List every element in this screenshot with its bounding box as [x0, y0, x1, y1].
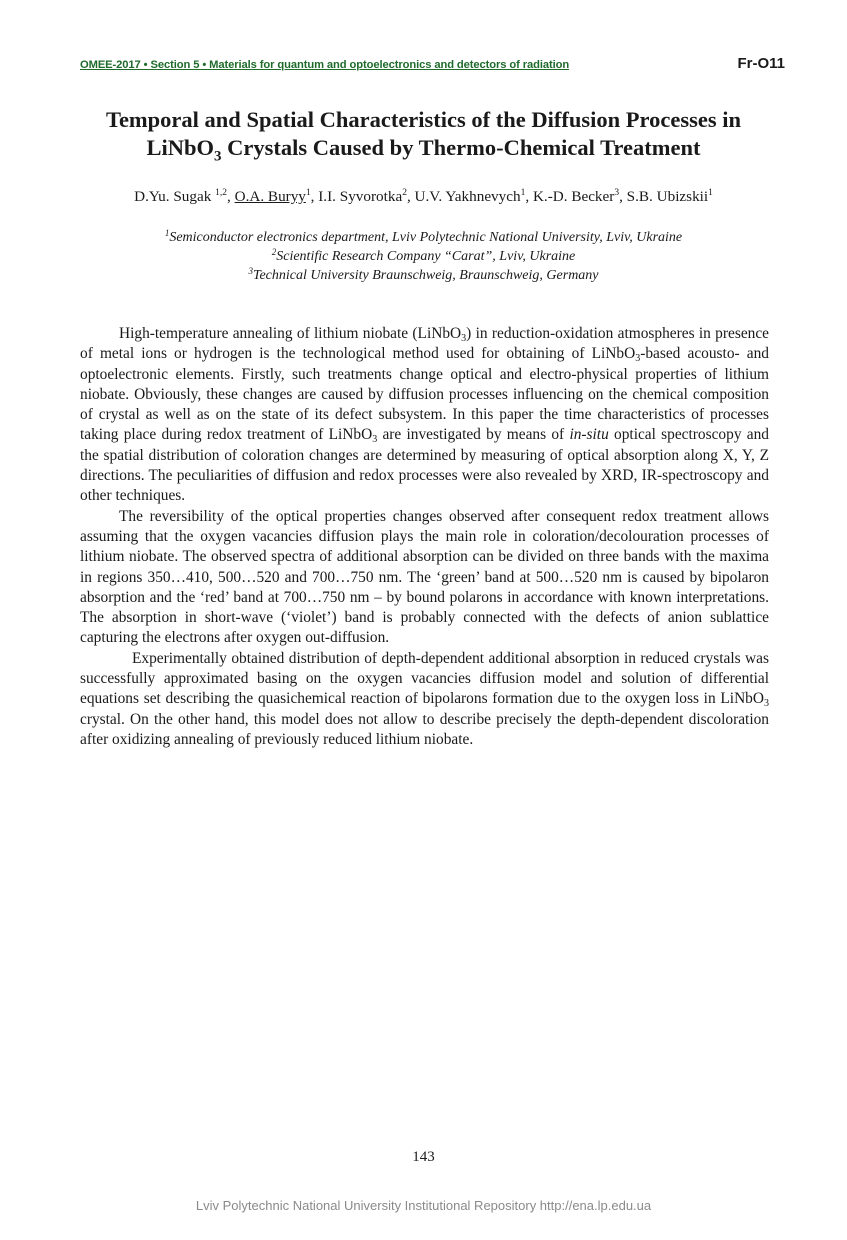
author: I.I. Syvorotka — [318, 188, 403, 205]
paragraph-2: The reversibility of the optical properties changes observed after consequent redox treatment allows assuming that the oxygen vacancies diffusion plays the main role in coloration/decolouration processes of lithium niobate. The observed spectra of additional absorption can be divided on three bands with the maxima in regions 350…410, 500…520 and 700…750 nm. The ‘green’ band at 500…520 nm is caused by bipolaron absorption and the ‘red’ band at 700…750 nm – by bound polarons in accordance with known interpretations. The absorption in short-wave (‘violet’) band is probably connected with the defects of anion sublattice capturing the electrons after oxygen out-diffusion. — [80, 507, 769, 647]
conference-section-label: OMEE-2017 • Section 5 • Materials for quantum and optoelectronics and detectors of radiation — [80, 59, 570, 71]
paragraph-3: Experimentally obtained distribution of depth-dependent additional absorption in reduced crystals was successfully approximated basing on the oxygen vacancies diffusion model and solution of differential equations set describing the quasichemical reaction of bipolarons formation due to the oxygen loss in LiNbO$_3$ crystal. On the other hand, this model does not allow to describe precisely the depth-dependent discoloration after oxidizing annealing of previously reduced lithium niobate. — [80, 649, 769, 748]
abstract-body — [80, 324, 769, 750]
running-header — [80, 55, 785, 78]
title-line-2: LiNbO$_3$ Crystals Caused by Thermo-Chemical Treatment — [146, 135, 701, 165]
author-list: D.Yu. Sugak $^{1,2}$, O.A. Buryy$^1$, I.I. Syvorotka$^2$, U.V. Yakhnevych$^1$, K.-D. Becker$^3$, S.B. Ubizskii$^1$ — [134, 188, 713, 205]
page-number: 143 — [412, 1149, 435, 1165]
title-line-1: Temporal and Spatial Characteristics of the Diffusion Processes in — [106, 107, 741, 132]
paper-code: Fr-O11 — [737, 55, 785, 72]
author: S.B. Ubizskii — [626, 188, 709, 205]
affiliation: $^3$Technical University Braunschweig, Braunschweig, Germany — [248, 266, 599, 283]
author: U.V. Yakhnevych — [414, 188, 521, 205]
author: K.-D. Becker — [532, 188, 615, 205]
affiliation: $^1$Semiconductor electronics department, Lviv Polytechnic National University, Lviv, Ukraine — [164, 228, 683, 245]
paragraph-1: High-temperature annealing of lithium niobate (LiNbO$_3$) in reduction-oxidation atmospheres in presence of metal ions or hydrogen is the technological method used for obtaining of LiNbO$_3$-based acousto- and optoelectronic elements. Firstly, such treatments change optical and electro-physical properties of lithium niobate. Obviously, these changes are caused by diffusion processes influencing on the chemical composition of crystal as well as on the state of its defect subsystem. In this paper the time characteristics of processes taking place during redox treatment of LiNbO$_3$ are investigated by means of in-situ optical spectroscopy and the spatial distribution of coloration changes are determined by measuring of optical absorption along X, Y, Z directions. The peculiarities of diffusion and redox processes were also revealed by XRD, IR-spectroscopy and other techniques. — [80, 325, 770, 505]
paper-title — [60, 106, 787, 165]
affiliation: $^2$Scientific Research Company “Carat”, Lviv, Ukraine — [271, 247, 576, 264]
repository-footer: Lviv Polytechnic National University Institutional Repository http://ena.lp.edu.ua — [195, 1198, 652, 1213]
author-presenting: O.A. Buryy — [234, 188, 306, 205]
author: D.Yu. Sugak — [134, 188, 212, 205]
affiliations — [60, 228, 787, 285]
